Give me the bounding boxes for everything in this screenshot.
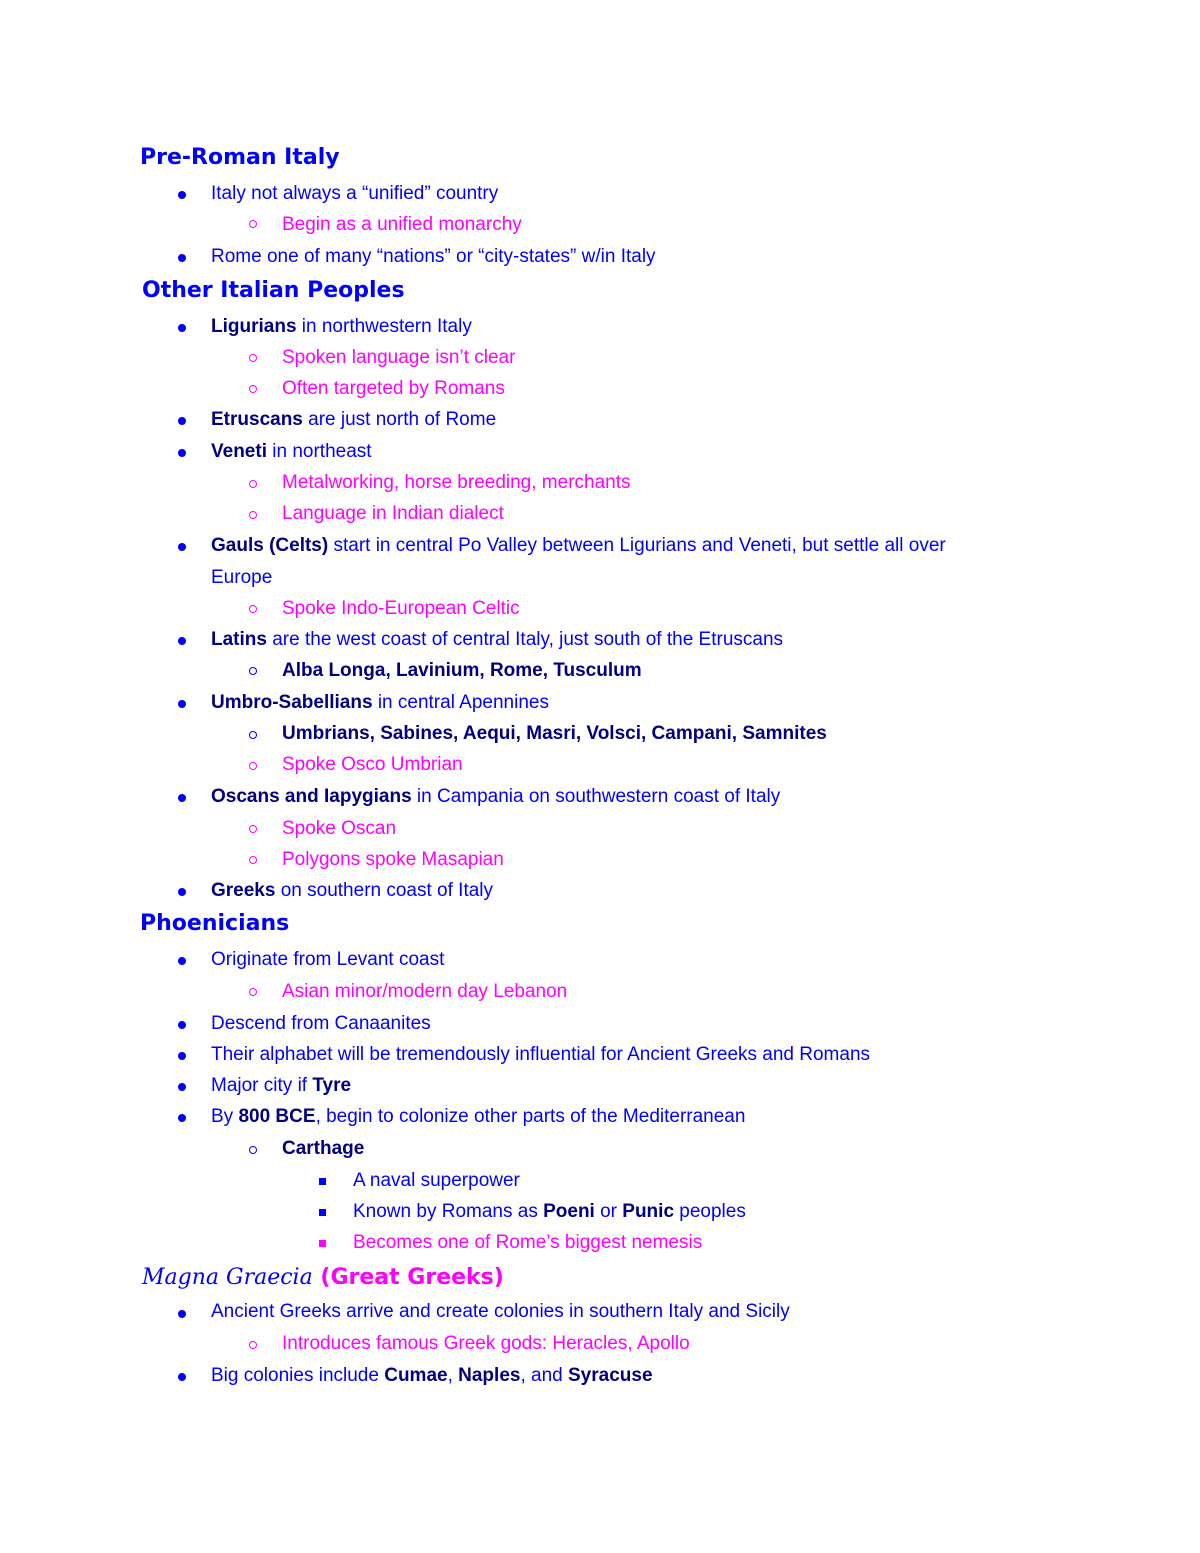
text: , begin to colonize other parts of the Mediterranean <box>315 1106 746 1127</box>
bullet-dot-icon <box>178 191 186 199</box>
list-item: Often targeted by Romans <box>282 378 505 399</box>
bullet-circle-icon <box>249 354 257 362</box>
list-item: Originate from Levant coast <box>211 949 445 970</box>
term: Oscans and Iapygians <box>211 786 412 807</box>
bullet-circle-icon <box>249 1341 257 1349</box>
heading-pre-roman-italy: Pre-Roman Italy <box>140 145 340 170</box>
bullet-dot-icon <box>178 254 186 262</box>
bullet-dot-icon <box>178 957 186 965</box>
term: Greeks <box>211 880 276 901</box>
list-item: Spoke Osco Umbrian <box>282 754 463 775</box>
term: Naples <box>458 1365 521 1386</box>
bullet-dot-icon <box>178 794 186 802</box>
heading-magna-graecia-title: Magna Graecia <box>142 1265 313 1290</box>
text: are just north of Rome <box>302 409 497 430</box>
list-item: Their alphabet will be tremendously influential for Ancient Greeks and Romans <box>211 1044 871 1065</box>
heading-phoenicians: Phoenicians <box>140 911 290 936</box>
list-item <box>211 440 372 464</box>
list-item <box>211 785 780 809</box>
bullet-square-icon <box>319 1178 326 1185</box>
bullet-dot-icon <box>178 449 186 457</box>
list-item: Rome one of many “nations” or “city-states” w/in Italy <box>211 246 656 267</box>
list-item: Umbrians, Sabines, Aequi, Masri, Volsci, Campani, Samnites <box>282 723 827 744</box>
text: Big colonies include <box>211 1365 385 1386</box>
list-item: Asian minor/modern day Lebanon <box>282 981 568 1002</box>
bullet-circle-icon <box>249 480 257 488</box>
bullet-dot-icon <box>178 417 186 425</box>
list-item: Italy not always a “unified” country <box>211 183 499 204</box>
list-item <box>211 408 496 432</box>
bullet-dot-icon <box>178 1052 186 1060</box>
list-item: Begin as a unified monarchy <box>282 214 522 235</box>
text: are the west coast of central Italy, just south of the Etruscans <box>266 629 784 650</box>
list-item: Language in Indian dialect <box>282 503 504 524</box>
list-item <box>211 315 472 339</box>
list-item <box>211 628 783 652</box>
list-item <box>353 1200 746 1224</box>
bullet-circle-icon <box>249 1146 257 1154</box>
text: peoples <box>674 1201 746 1222</box>
term: Latins <box>211 629 267 650</box>
list-item: Alba Longa, Lavinium, Rome, Tusculum <box>282 660 642 681</box>
bullet-circle-icon <box>249 762 257 770</box>
list-item: Carthage <box>282 1138 365 1159</box>
list-item <box>211 1074 351 1098</box>
term: Punic <box>622 1201 675 1222</box>
term: Gauls (Celts) <box>211 535 329 556</box>
bullet-dot-icon <box>178 1083 186 1091</box>
bullet-square-icon <box>319 1240 326 1247</box>
list-item <box>211 879 493 903</box>
list-item <box>211 691 549 715</box>
bullet-circle-icon <box>249 825 257 833</box>
term: Ligurians <box>211 316 297 337</box>
list-item: Ancient Greeks arrive and create colonies in southern Italy and Sicily <box>211 1301 790 1322</box>
bullet-circle-icon <box>249 731 257 739</box>
bullet-dot-icon <box>178 1021 186 1029</box>
text: Major city if <box>211 1075 313 1096</box>
bullet-circle-icon <box>249 220 257 228</box>
heading-great-greeks: (Great Greeks) <box>320 1265 504 1290</box>
bullet-dot-icon <box>178 888 186 896</box>
text: start in central Po Valley between Ligurians and Veneti, but settle all over <box>328 535 946 556</box>
text: in central Apennines <box>372 692 549 713</box>
bullet-dot-icon <box>178 1373 186 1381</box>
bullet-circle-icon <box>249 605 257 613</box>
list-item: Introduces famous Greek gods: Heracles, Apollo <box>282 1333 690 1354</box>
text: on southern coast of Italy <box>275 880 494 901</box>
text: or <box>594 1201 623 1222</box>
list-item: A naval superpower <box>353 1170 520 1191</box>
bullet-dot-icon <box>178 1114 186 1122</box>
bullet-dot-icon <box>178 543 186 551</box>
list-item: Spoke Oscan <box>282 818 397 839</box>
term: Umbro-Sabellians <box>211 692 373 713</box>
bullet-circle-icon <box>249 667 257 675</box>
list-item: Spoke Indo-European Celtic <box>282 598 520 619</box>
list-item-continuation: Europe <box>211 567 273 588</box>
text: in Campania on southwestern coast of Italy <box>411 786 781 807</box>
text: , and <box>520 1365 568 1386</box>
list-item: Metalworking, horse breeding, merchants <box>282 472 631 493</box>
heading-magna-graecia <box>142 1264 504 1292</box>
bullet-dot-icon <box>178 637 186 645</box>
list-item: Spoken language isn’t clear <box>282 347 516 368</box>
term: Veneti <box>211 441 267 462</box>
bullet-dot-icon <box>178 1310 186 1318</box>
bullet-circle-icon <box>249 856 257 864</box>
term: Etruscans <box>211 409 303 430</box>
text: Known by Romans as <box>353 1201 544 1222</box>
text: By <box>211 1106 239 1127</box>
term: Tyre <box>312 1075 352 1096</box>
bullet-dot-icon <box>178 324 186 332</box>
bullet-circle-icon <box>249 988 257 996</box>
list-item <box>211 1364 653 1388</box>
bullet-dot-icon <box>178 700 186 708</box>
list-item: Becomes one of Rome’s biggest nemesis <box>353 1232 703 1253</box>
text: , <box>447 1365 459 1386</box>
term: Syracuse <box>568 1365 653 1386</box>
term: 800 BCE <box>238 1106 316 1127</box>
bullet-circle-icon <box>249 511 257 519</box>
bullet-circle-icon <box>249 385 257 393</box>
list-item <box>211 1105 745 1129</box>
text: in northeast <box>266 441 372 462</box>
text: in northwestern Italy <box>296 316 472 337</box>
list-item <box>211 534 946 558</box>
list-item: Polygons spoke Masapian <box>282 849 504 870</box>
list-item: Descend from Canaanites <box>211 1013 431 1034</box>
term: Cumae <box>384 1365 448 1386</box>
term: Poeni <box>543 1201 595 1222</box>
heading-other-italian-peoples: Other Italian Peoples <box>142 278 405 303</box>
bullet-square-icon <box>319 1209 326 1216</box>
